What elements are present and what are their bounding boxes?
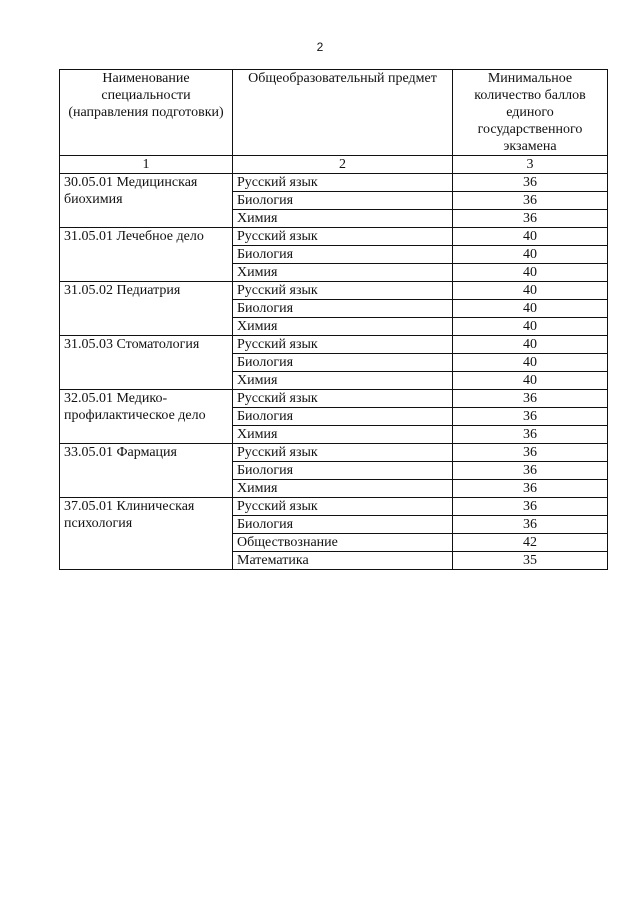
- score-cell: 36: [453, 444, 608, 462]
- header-specialty: Наименование специальности (направления подготовки): [60, 70, 233, 156]
- subject-cell: Русский язык: [233, 228, 453, 246]
- subject-cell: Химия: [233, 426, 453, 444]
- specialty-cell: 31.05.03 Стоматология: [60, 336, 233, 390]
- score-cell: 36: [453, 480, 608, 498]
- score-cell: 36: [453, 408, 608, 426]
- score-cell: 36: [453, 390, 608, 408]
- score-cell: 36: [453, 516, 608, 534]
- specialty-cell: 32.05.01 Медико-профилактическое дело: [60, 390, 233, 444]
- score-cell: 40: [453, 318, 608, 336]
- table-row: [60, 444, 608, 462]
- table-row: [60, 282, 608, 300]
- score-cell: 42: [453, 534, 608, 552]
- subject-cell: Биология: [233, 354, 453, 372]
- subject-cell: Химия: [233, 372, 453, 390]
- table-row: [60, 174, 608, 192]
- column-number-row: [60, 156, 608, 174]
- subject-cell: Химия: [233, 264, 453, 282]
- subject-cell: Химия: [233, 480, 453, 498]
- header-row: [60, 70, 608, 156]
- score-cell: 36: [453, 210, 608, 228]
- subject-cell: Химия: [233, 318, 453, 336]
- header-subject: Общеобразовательный предмет: [233, 70, 453, 156]
- score-cell: 36: [453, 192, 608, 210]
- subject-cell: Биология: [233, 516, 453, 534]
- header-min-score: Минимальное количество баллов единого государственного экзамена: [453, 70, 608, 156]
- score-cell: 36: [453, 462, 608, 480]
- subject-cell: Химия: [233, 210, 453, 228]
- score-cell: 40: [453, 282, 608, 300]
- score-cell: 40: [453, 354, 608, 372]
- column-number: 1: [60, 156, 233, 174]
- specialty-cell: 30.05.01 Медицинская биохимия: [60, 174, 233, 228]
- subject-cell: Биология: [233, 192, 453, 210]
- column-number: 2: [233, 156, 453, 174]
- specialty-cell: 31.05.01 Лечебное дело: [60, 228, 233, 282]
- score-cell: 36: [453, 426, 608, 444]
- table-row: [60, 390, 608, 408]
- score-cell: 36: [453, 174, 608, 192]
- subject-cell: Биология: [233, 408, 453, 426]
- subject-cell: Русский язык: [233, 390, 453, 408]
- score-cell: 40: [453, 336, 608, 354]
- subject-cell: Биология: [233, 300, 453, 318]
- subject-cell: Русский язык: [233, 174, 453, 192]
- subject-cell: Русский язык: [233, 444, 453, 462]
- table-row: [60, 228, 608, 246]
- subject-cell: Математика: [233, 552, 453, 570]
- page-number: 2: [316, 40, 324, 54]
- table-row: [60, 498, 608, 516]
- admission-scores-table: [59, 69, 608, 570]
- score-cell: 40: [453, 372, 608, 390]
- subject-cell: Биология: [233, 462, 453, 480]
- score-cell: 40: [453, 300, 608, 318]
- column-number: 3: [453, 156, 608, 174]
- score-cell: 40: [453, 264, 608, 282]
- table-row: [60, 336, 608, 354]
- score-cell: 35: [453, 552, 608, 570]
- subject-cell: Русский язык: [233, 282, 453, 300]
- subject-cell: Русский язык: [233, 336, 453, 354]
- score-cell: 40: [453, 228, 608, 246]
- table-body: [60, 174, 608, 570]
- subject-cell: Биология: [233, 246, 453, 264]
- specialty-cell: 31.05.02 Педиатрия: [60, 282, 233, 336]
- specialty-cell: 33.05.01 Фармация: [60, 444, 233, 498]
- subject-cell: Обществознание: [233, 534, 453, 552]
- subject-cell: Русский язык: [233, 498, 453, 516]
- score-cell: 36: [453, 498, 608, 516]
- specialty-cell: 37.05.01 Клиническая психология: [60, 498, 233, 570]
- score-cell: 40: [453, 246, 608, 264]
